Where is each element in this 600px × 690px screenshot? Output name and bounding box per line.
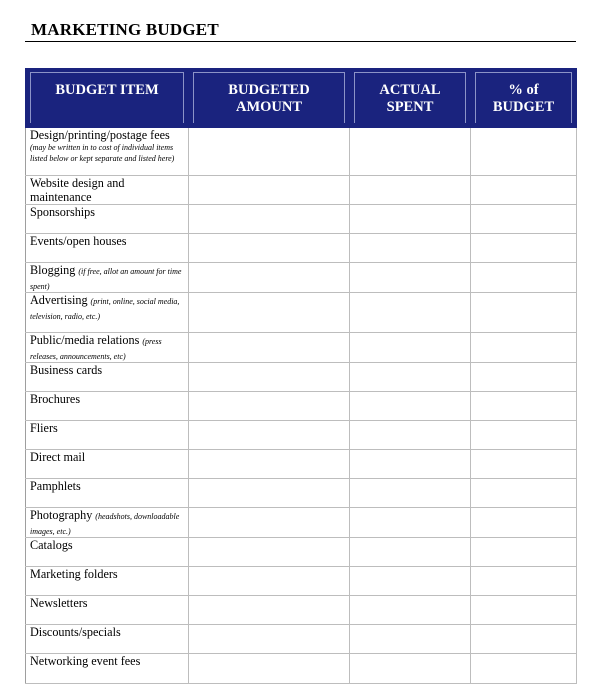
budget-item-label: Design/printing/postage fees [30, 128, 170, 142]
percent-cell[interactable] [471, 128, 577, 176]
percent-cell[interactable] [471, 205, 577, 234]
budget-item-label: Photography [30, 508, 93, 522]
budgeted-cell[interactable] [189, 234, 350, 263]
budget-item-note: (press releases, announcements, etc) [30, 337, 162, 361]
budget-item-cell [26, 654, 189, 684]
actual-cell[interactable] [350, 392, 471, 421]
percent-cell[interactable] [471, 293, 577, 333]
budget-item-cell [26, 128, 189, 176]
budgeted-cell[interactable] [189, 333, 350, 363]
budget-item-label: Brochures [30, 392, 81, 406]
budget-item-cell [26, 538, 189, 567]
table-row [26, 293, 577, 333]
budget-item-cell [26, 625, 189, 654]
actual-cell[interactable] [350, 128, 471, 176]
actual-cell[interactable] [350, 333, 471, 363]
budget-item-cell [26, 421, 189, 450]
budget-item-cell [26, 479, 189, 508]
budget-item-label: Pamphlets [30, 479, 81, 493]
budgeted-cell[interactable] [189, 293, 350, 333]
actual-cell[interactable] [350, 421, 471, 450]
table-row [26, 392, 577, 421]
actual-cell[interactable] [350, 363, 471, 392]
percent-cell[interactable] [471, 508, 577, 538]
header-row [26, 69, 577, 128]
budget-item-label: Fliers [30, 421, 58, 435]
table-row [26, 205, 577, 234]
budget-item-cell [26, 176, 189, 205]
budget-item-label: Discounts/specials [30, 625, 121, 639]
column-header-budgeted-amount: BUDGETED AMOUNT [189, 69, 350, 128]
budget-item-label: Business cards [30, 363, 103, 377]
table-row [26, 234, 577, 263]
budget-item-cell [26, 450, 189, 479]
table-row [26, 363, 577, 392]
budgeted-cell[interactable] [189, 538, 350, 567]
percent-cell[interactable] [471, 625, 577, 654]
actual-cell[interactable] [350, 205, 471, 234]
actual-cell[interactable] [350, 450, 471, 479]
budget-item-cell [26, 263, 189, 293]
budget-item-cell [26, 205, 189, 234]
table-row [26, 654, 577, 684]
budget-item-cell [26, 363, 189, 392]
table-row [26, 596, 577, 625]
percent-cell[interactable] [471, 333, 577, 363]
percent-cell[interactable] [471, 363, 577, 392]
table-row [26, 263, 577, 293]
table-row [26, 333, 577, 363]
budgeted-cell[interactable] [189, 205, 350, 234]
column-header-budget-item: BUDGET ITEM [26, 69, 189, 128]
table-row [26, 567, 577, 596]
budget-item-cell [26, 333, 189, 363]
budget-item-note: (if free, allot an amount for time spent) [30, 267, 182, 291]
percent-cell[interactable] [471, 654, 577, 684]
actual-cell[interactable] [350, 479, 471, 508]
budgeted-cell[interactable] [189, 421, 350, 450]
budget-item-cell [26, 234, 189, 263]
table-row [26, 479, 577, 508]
budget-item-cell [26, 508, 189, 538]
percent-cell[interactable] [471, 263, 577, 293]
budget-item-label: Advertising [30, 293, 88, 307]
actual-cell[interactable] [350, 654, 471, 684]
table-row [26, 128, 577, 176]
budget-item-label: Blogging [30, 263, 76, 277]
percent-cell[interactable] [471, 479, 577, 508]
percent-cell[interactable] [471, 450, 577, 479]
budgeted-cell[interactable] [189, 508, 350, 538]
budget-table [25, 68, 577, 684]
actual-cell[interactable] [350, 293, 471, 333]
table-row [26, 625, 577, 654]
budget-item-note: (print, online, social media, television, radio, etc.) [30, 297, 180, 321]
actual-cell[interactable] [350, 176, 471, 205]
budget-item-label: Events/open houses [30, 234, 127, 248]
actual-cell[interactable] [350, 596, 471, 625]
budget-item-label: Catalogs [30, 538, 73, 552]
page-title: MARKETING BUDGET [31, 20, 219, 39]
budget-item-label: Marketing folders [30, 567, 118, 581]
table-row [26, 450, 577, 479]
budget-item-label: Website design and maintenance [30, 176, 125, 204]
budgeted-cell[interactable] [189, 479, 350, 508]
actual-cell[interactable] [350, 567, 471, 596]
budgeted-cell[interactable] [189, 363, 350, 392]
budgeted-cell[interactable] [189, 128, 350, 176]
percent-cell[interactable] [471, 567, 577, 596]
budget-item-label: Sponsorships [30, 205, 96, 219]
actual-cell[interactable] [350, 508, 471, 538]
percent-cell[interactable] [471, 234, 577, 263]
budget-item-label: Public/media relations [30, 333, 140, 347]
column-header-percent-of-budget: % of BUDGET [471, 69, 577, 128]
budgeted-cell[interactable] [189, 176, 350, 205]
table-row [26, 176, 577, 205]
percent-cell[interactable] [471, 538, 577, 567]
budgeted-cell[interactable] [189, 263, 350, 293]
actual-cell[interactable] [350, 625, 471, 654]
budgeted-cell[interactable] [189, 596, 350, 625]
actual-cell[interactable] [350, 263, 471, 293]
table-row [26, 508, 577, 538]
percent-cell[interactable] [471, 176, 577, 205]
percent-cell[interactable] [471, 596, 577, 625]
budgeted-cell[interactable] [189, 392, 350, 421]
column-header-actual-spent: ACTUAL SPENT [350, 69, 471, 128]
table-row [26, 421, 577, 450]
percent-cell[interactable] [471, 392, 577, 421]
budget-item-cell [26, 567, 189, 596]
budget-item-label: Newsletters [30, 596, 88, 610]
actual-cell[interactable] [350, 234, 471, 263]
table-row [26, 538, 577, 567]
title-underline [25, 41, 576, 42]
budget-item-note: (headshots, downloadable images, etc.) [30, 512, 180, 536]
budgeted-cell[interactable] [189, 450, 350, 479]
budget-item-note: (may be written in to cost of individual items listed below or kept separate and listed here) [30, 143, 175, 163]
budget-rows [26, 128, 577, 684]
budgeted-cell[interactable] [189, 654, 350, 684]
budget-item-cell [26, 293, 189, 333]
budgeted-cell[interactable] [189, 625, 350, 654]
budget-item-cell [26, 392, 189, 421]
budget-item-label: Direct mail [30, 450, 86, 464]
percent-cell[interactable] [471, 421, 577, 450]
budgeted-cell[interactable] [189, 567, 350, 596]
budget-item-cell [26, 596, 189, 625]
budget-item-label: Networking event fees [30, 654, 141, 668]
actual-cell[interactable] [350, 538, 471, 567]
